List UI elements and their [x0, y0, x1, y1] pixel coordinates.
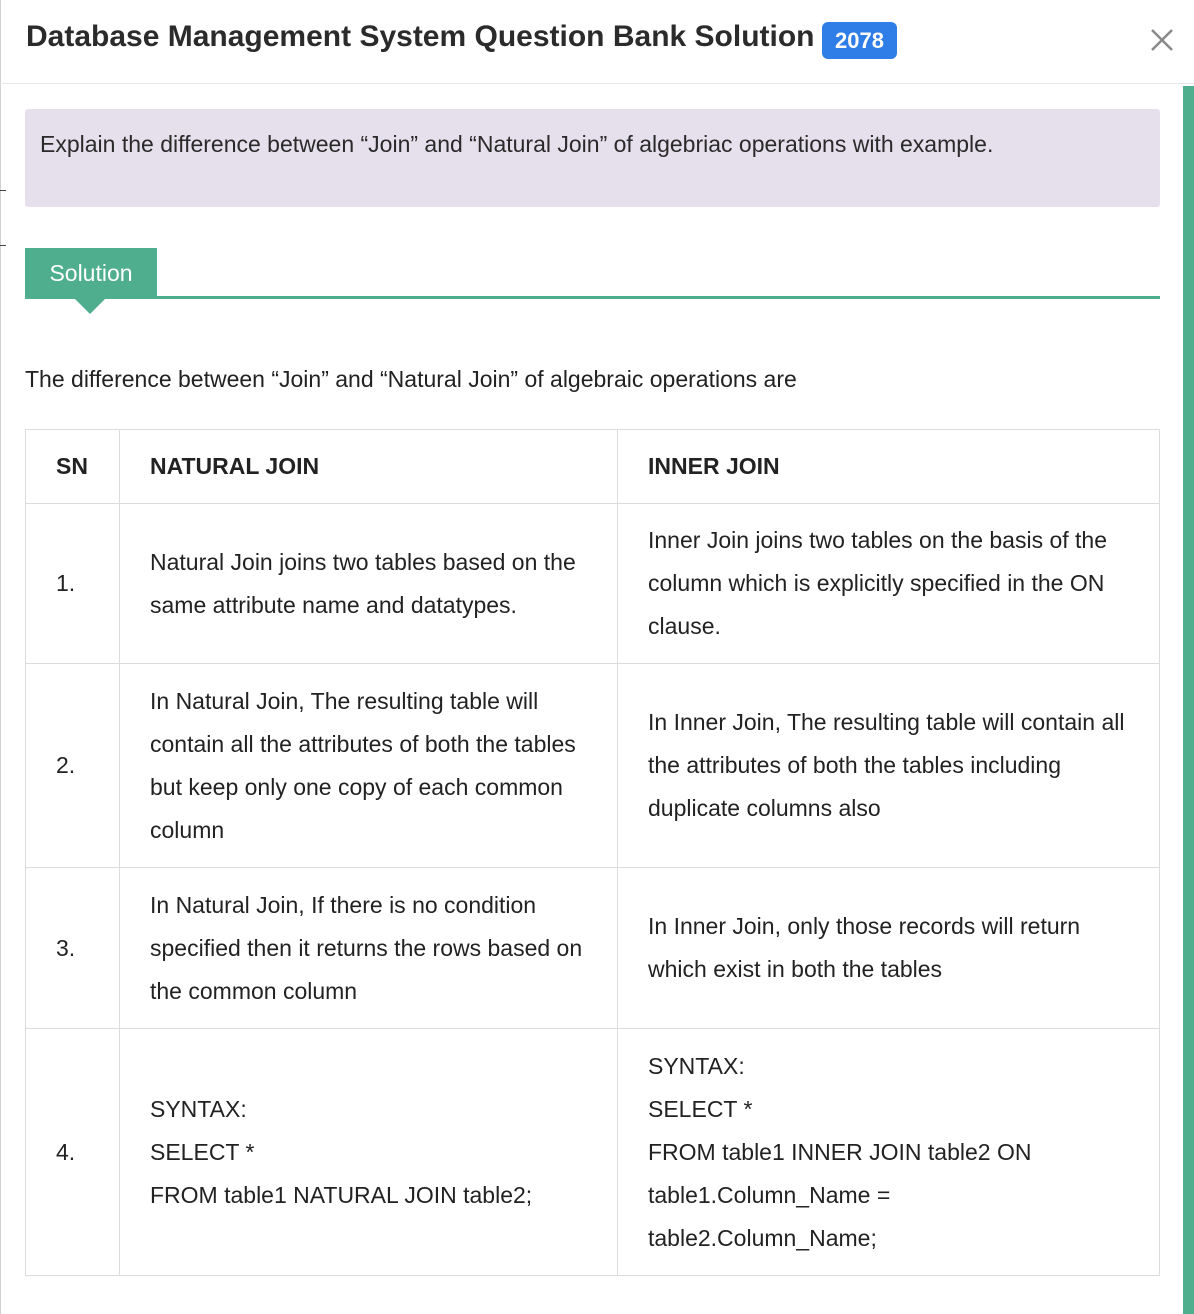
syntax-line: SYNTAX:: [648, 1052, 745, 1079]
scrollbar[interactable]: [1183, 86, 1194, 1314]
syntax-line: SYNTAX:: [150, 1095, 247, 1122]
syntax-line: table1.Column_Name =: [648, 1181, 891, 1208]
close-button[interactable]: [1142, 20, 1182, 60]
close-icon: [1142, 20, 1182, 60]
left-edge-divider: [0, 0, 1, 1314]
natural-join-cell: In Natural Join, If there is no condition specified then it returns the rows based on the common column: [120, 868, 618, 1029]
table-row: [26, 664, 1160, 868]
table-row: [26, 868, 1160, 1029]
inner-join-syntax-cell: [618, 1029, 1160, 1276]
row-sn: 1.: [26, 504, 120, 664]
solution-divider: [25, 296, 1160, 299]
syntax-line: SELECT *: [648, 1095, 753, 1122]
question-text: Explain the difference between “Join” and “Natural Join” of algebriac operations with example.: [40, 131, 994, 157]
table-row: [26, 1029, 1160, 1276]
natural-join-cell: Natural Join joins two tables based on the same attribute name and datatypes.: [120, 504, 618, 664]
natural-join-syntax-cell: [120, 1029, 618, 1276]
inner-join-cell: Inner Join joins two tables on the basis of the column which is explicitly specified in the ON clause.: [618, 504, 1160, 664]
header-natural-join: NATURAL JOIN: [120, 430, 618, 504]
year-badge: 2078: [822, 22, 897, 59]
solution-tab: Solution: [25, 248, 157, 298]
modal-header: [0, 0, 1194, 84]
left-edge-tick: [0, 190, 6, 191]
row-sn: 3.: [26, 868, 120, 1029]
solution-tab-pointer: [74, 298, 106, 314]
question-box: [25, 109, 1160, 207]
natural-join-cell: In Natural Join, The resulting table will contain all the attributes of both the tables but keep only one copy of each common column: [120, 664, 618, 868]
syntax-line: FROM table1 INNER JOIN table2 ON: [648, 1138, 1032, 1165]
table-row: [26, 504, 1160, 664]
row-sn: 2.: [26, 664, 120, 868]
header-sn: SN: [26, 430, 120, 504]
left-edge-tick: [0, 245, 6, 246]
inner-join-cell: In Inner Join, The resulting table will contain all the attributes of both the tables including duplicate columns also: [618, 664, 1160, 868]
syntax-line: SELECT *: [150, 1138, 255, 1165]
table-header-row: [26, 430, 1160, 504]
syntax-line: FROM table1 NATURAL JOIN table2;: [150, 1181, 533, 1208]
row-sn: 4.: [26, 1029, 120, 1276]
syntax-line: table2.Column_Name;: [648, 1224, 877, 1251]
modal-title: Database Management System Question Bank Solution: [26, 20, 815, 53]
inner-join-cell: In Inner Join, only those records will return which exist in both the tables: [618, 868, 1160, 1029]
comparison-table: [25, 429, 1160, 1276]
header-inner-join: INNER JOIN: [618, 430, 1160, 504]
solution-intro: The difference between “Join” and “Natural Join” of algebraic operations are: [25, 366, 797, 392]
